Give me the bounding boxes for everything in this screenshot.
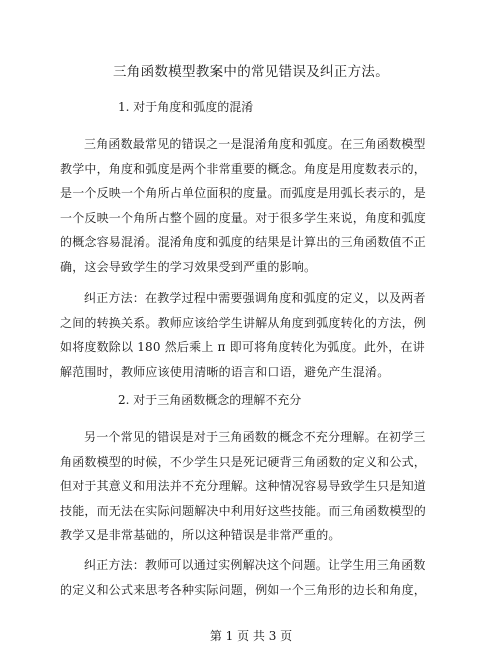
text-line: 三角函数最常见的错误之一是混淆角度和弧度。在三角函数模型 [84, 137, 426, 151]
text-line: 的定义和公式来思考各种实际问题，例如一个三角形的边长和角度， [60, 582, 427, 597]
section-2-paragraph-1 [60, 425, 444, 548]
text-line: 是一个反映一个角所占单位面积的度量。而弧度是用弧长表示的，是 [60, 186, 427, 200]
text-line: 解范围时，教师应该使用清晰的语言和口语，避免产生混淆。 [60, 364, 390, 379]
text-line: 之间的转换关系。教师应该给学生讲解从角度到弧度转化的方法，例 [60, 315, 427, 330]
text-line: 纠正方法：教师可以通过实例解决这个问题。让学生用三角函数 [84, 558, 426, 572]
page-number-footer: 第 1 页 共 3 页 [209, 629, 293, 643]
section-2-heading: 2. 对于三角函数概念的理解不充分 [118, 393, 302, 407]
text-line: 教学中，角度和弧度是两个非常重要的概念。角度是用度数表示的， [60, 161, 427, 176]
text-line: 如将度数除以 180 然后乘上 π 即可将角度转化为弧度。此外，在讲 [60, 340, 425, 354]
section-1-heading: 1. 对于角度和弧度的混淆 [118, 100, 254, 114]
text-line: 的概念容易混淆。混淆角度和弧度的结果是计算出的三角函数值不正 [60, 235, 427, 249]
text-line: 角函数模型的时候，不少学生只是死记硬背三角函数的定义和公式， [60, 454, 427, 469]
section-1-paragraph-2 [60, 286, 444, 384]
text-line: 一个反映一个角所占整个圆的度量。对于很多学生来说，角度和弧度 [60, 210, 427, 225]
text-line: 教学又是非常基础的，所以这种错误是非常严重的。 [60, 528, 341, 542]
section-2-paragraph-2 [60, 553, 444, 602]
text-line: 纠正方法：在教学过程中需要强调角度和弧度的定义，以及两者 [84, 291, 426, 305]
document-title: 三角函数模型教案中的常见错误及纠正方法。 [113, 64, 389, 80]
section-1-paragraph-1 [60, 132, 444, 279]
text-line: 但对于其意义和用法并不充分理解。这种情况容易导致学生只是知道 [60, 479, 427, 493]
text-line: 技能，而无法在实际问题解决中利用好这些技能。而三角函数模型的 [60, 503, 427, 518]
text-line: 确，这会导致学生的学习效果受到严重的影响。 [60, 259, 317, 274]
text-line: 另一个常见的错误是对于三角函数的概念不充分理解。在初学三 [84, 430, 426, 444]
